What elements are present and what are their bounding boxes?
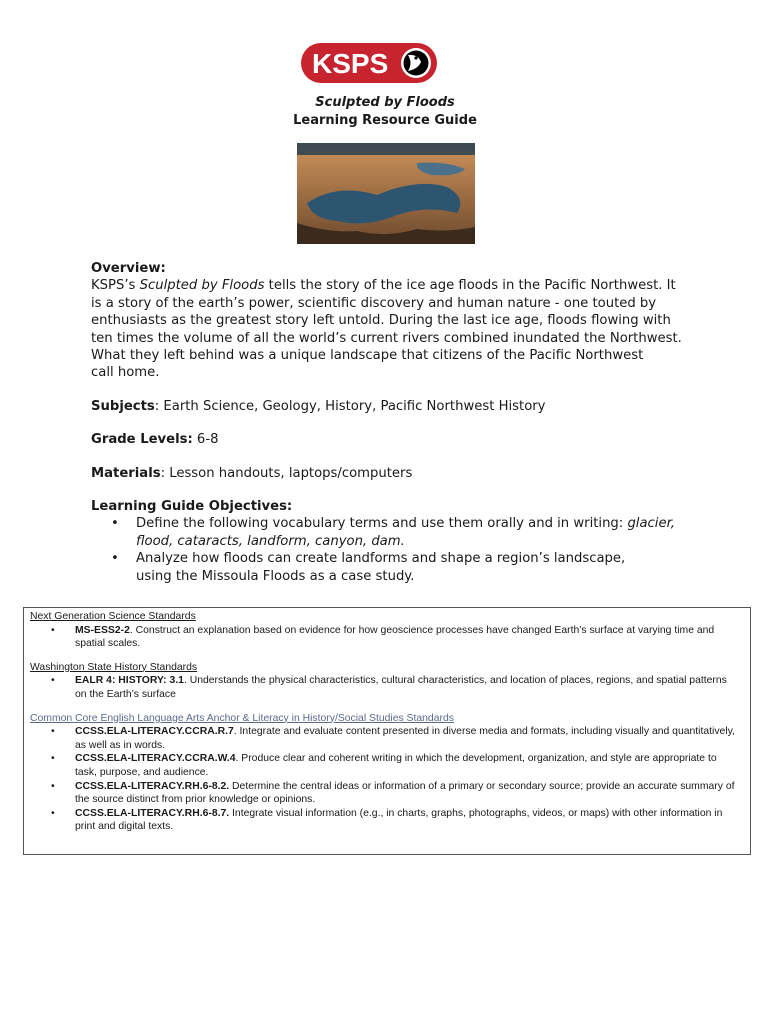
show-title: Sculpted by Floods [139, 278, 265, 294]
cc-heading: Common Core English Language Arts Anchor & Literacy in History/Social Studies Standards [30, 712, 454, 724]
main-content [91, 260, 691, 585]
grade-label: Grade Levels: [91, 432, 193, 448]
grade-value: 6-8 [192, 432, 219, 448]
ngss-heading: Next Generation Science Standards [30, 611, 196, 622]
title-line-2: Learning Resource Guide [293, 113, 477, 128]
list-item: • CCSS.ELA-LITERACY.RH.6-8.2. Determine the central ideas or information of a primary or secondary source; provide an accurate summary of the source distinct from prior knowledge or opinions. [51, 780, 735, 806]
list-item: • MS-ESS2-2. Construct an explanation based on evidence for how geoscience processes have changed Earth’s surface at varying time and spatial scales. [51, 624, 715, 650]
overview-line: ten times the volume of all the world’s current rivers combined inundated the Northwest. [91, 330, 682, 346]
materials-label: Materials [91, 465, 161, 481]
overview-line: enthusiasts as the greatest story left untold. During the last ice age, floods flowing with [91, 313, 671, 329]
bullet-icon: • [51, 753, 55, 765]
bullet-icon: • [51, 726, 55, 738]
standards-box [23, 607, 751, 855]
list-item: • EALR 4: HISTORY: 3.1. Understands the physical characteristics, cultural characteristics, and location of places, regions, and spatial patterns on the Earth’s surface [51, 675, 727, 700]
cc-list [30, 725, 744, 834]
logo-text: KSPS [312, 48, 389, 79]
overview-line: is a story of the earth’s power, scientific discovery and human nature - one touted by [91, 295, 657, 311]
bullet-icon: • [51, 807, 55, 819]
title-line-1: Sculpted by Floods [315, 95, 455, 110]
document-title [0, 94, 770, 130]
materials-value: : Lesson handouts, laptops/computers [160, 465, 413, 481]
wa-heading: Washington State History Standards [30, 661, 198, 673]
bullet-icon: • [111, 516, 119, 532]
list-item: • CCSS.ELA-LITERACY.CCRA.W.4. Produce clear and coherent writing in which the development, organization, and style are appropriate to task, purpose, and audience. [51, 753, 717, 778]
pbs-head-icon [401, 48, 431, 78]
materials [91, 465, 691, 482]
list-item: • CCSS.ELA-LITERACY.RH.6-8.7. Integrate visual information (e.g., in charts, graphs, photographs, videos, or maps) with other information in print and digital texts. [51, 807, 723, 833]
landscape-photo [297, 143, 475, 244]
bullet-icon: • [111, 551, 119, 567]
ngss-list [30, 624, 744, 651]
ksps-logo [300, 42, 438, 84]
list-item: • Define the following vocabulary terms and use them orally and in writing: glacier, flood, cataracts, landform, canyon, dam. [111, 516, 675, 549]
list-item: • CCSS.ELA-LITERACY.CCRA.R.7. Integrate and evaluate content presented in diverse media and formats, including visually and quantitatively, as well as in words. [51, 726, 735, 751]
overview-heading: Overview: [91, 261, 166, 276]
overview-line: What they left behind was a unique landscape that citizens of the Pacific Northwest [91, 348, 644, 364]
bullet-icon: • [51, 780, 55, 792]
subjects [91, 398, 691, 415]
objectives-heading: Learning Guide Objectives: [91, 499, 293, 515]
overview-line: KSPS’s Sculpted by Floods tells the story of the ice age floods in the Pacific Northwest. It [91, 278, 676, 294]
overview-line: call home. [91, 365, 160, 381]
subjects-value: : Earth Science, Geology, History, Pacific Northwest History [154, 398, 546, 414]
objectives-list [91, 515, 691, 585]
subjects-label: Subjects [91, 398, 155, 414]
wa-list [30, 674, 744, 701]
list-item: • Analyze how floods can create landforms and shape a region’s landscape, using the Missoula Floods as a case study. [111, 551, 626, 584]
bullet-icon: • [51, 624, 55, 636]
bullet-icon: • [51, 675, 55, 687]
grade-levels [91, 431, 691, 448]
